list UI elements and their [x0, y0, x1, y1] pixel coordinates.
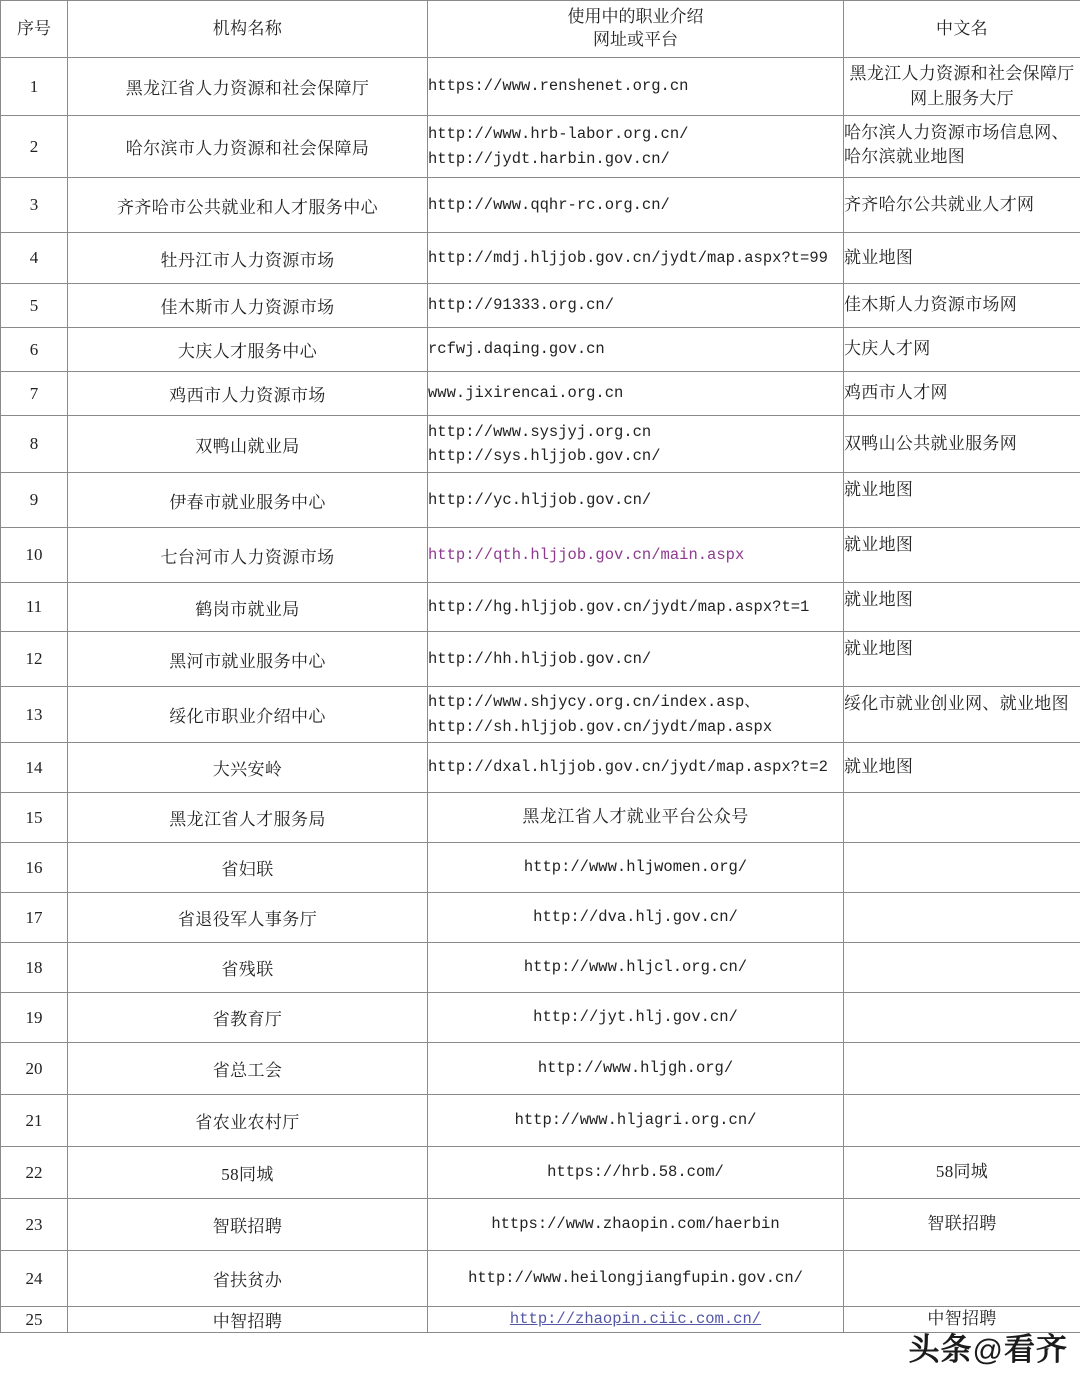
organization-name: 哈尔滨市人力资源和社会保障局 [68, 116, 428, 178]
website-or-platform [428, 632, 844, 687]
table-row [1, 1147, 1080, 1199]
website-url-text: https://www.zhaopin.com/haerbin [491, 1215, 780, 1234]
header-org-name: 机构名称 [68, 1, 428, 58]
website-or-platform [428, 1147, 844, 1199]
chinese-name: 佳木斯人力资源市场网 [844, 284, 1080, 328]
table-row [1, 632, 1080, 687]
table-row [1, 1043, 1080, 1095]
row-index: 11 [1, 583, 68, 632]
website-or-platform [428, 583, 844, 632]
website-url-text: http://www.hrb-labor.org.cn/ [428, 125, 689, 144]
row-index: 23 [1, 1199, 68, 1251]
website-or-platform [428, 473, 844, 528]
website-url-text: http://sys.hljjob.gov.cn/ [428, 447, 661, 465]
chinese-name: 就业地图 [844, 583, 1080, 632]
chinese-name: 就业地图 [844, 743, 1080, 793]
organization-name: 省扶贫办 [68, 1251, 428, 1307]
watermark-suffix: 看齐 [1004, 1332, 1068, 1367]
organization-name: 中智招聘 [68, 1307, 428, 1333]
table-row [1, 116, 1080, 178]
website-url-text: http://sh.hljjob.gov.cn/jydt/map.aspx [428, 717, 773, 736]
row-index: 1 [1, 58, 68, 116]
table-row [1, 687, 1080, 743]
row-index: 5 [1, 284, 68, 328]
website-or-platform [428, 943, 844, 993]
row-index: 2 [1, 116, 68, 178]
website-or-platform [428, 1095, 844, 1147]
organization-name: 鹤岗市就业局 [68, 583, 428, 632]
website-or-platform [428, 993, 844, 1043]
header-index: 序号 [1, 1, 68, 58]
row-index: 20 [1, 1043, 68, 1095]
organization-name: 黑龙江省人力资源和社会保障厅 [68, 58, 428, 116]
website-url-text: http://www.qqhr-rc.org.cn/ [428, 195, 670, 214]
organization-name: 省退役军人事务厅 [68, 893, 428, 943]
organization-name: 牡丹江市人力资源市场 [68, 233, 428, 284]
chinese-name: 哈尔滨人力资源市场信息网、哈尔滨就业地图 [844, 116, 1080, 178]
organization-name: 佳木斯市人力资源市场 [68, 284, 428, 328]
table-row [1, 178, 1080, 233]
website-or-platform [428, 1199, 844, 1251]
website-or-platform [428, 233, 844, 284]
organization-name: 省总工会 [68, 1043, 428, 1095]
organization-name: 黑龙江省人才服务局 [68, 793, 428, 843]
row-index: 19 [1, 993, 68, 1043]
organization-name: 鸡西市人力资源市场 [68, 372, 428, 416]
table-row [1, 416, 1080, 473]
row-index: 17 [1, 893, 68, 943]
chinese-name [844, 1043, 1080, 1095]
chinese-name [844, 993, 1080, 1043]
website-url-text: http://qth.hljjob.gov.cn/main.aspx [428, 545, 745, 564]
website-url-text: http://dxal.hljjob.gov.cn/jydt/map.aspx?t=2 [428, 758, 828, 777]
row-index: 3 [1, 178, 68, 233]
organization-name: 58同城 [68, 1147, 428, 1199]
website-url-text: 黑龙江省人才就业平台公众号 [522, 807, 749, 827]
website-or-platform [428, 528, 844, 583]
watermark-at: @ [972, 1334, 1004, 1367]
website-or-platform [428, 793, 844, 843]
website-or-platform [428, 178, 844, 233]
website-url-text: http://jydt.harbin.gov.cn/ [428, 149, 670, 168]
table-header-row [1, 1, 1080, 58]
table-row [1, 1307, 1080, 1333]
organization-name: 双鸭山就业局 [68, 416, 428, 473]
chinese-name: 58同城 [844, 1147, 1080, 1199]
table-row [1, 943, 1080, 993]
website-url-text: http://hh.hljjob.gov.cn/ [428, 649, 652, 668]
website-or-platform [428, 893, 844, 943]
website-or-platform [428, 687, 844, 743]
row-index: 12 [1, 632, 68, 687]
row-index: 4 [1, 233, 68, 284]
chinese-name: 绥化市就业创业网、就业地图 [844, 687, 1080, 743]
chinese-name: 中智招聘 [844, 1307, 1080, 1333]
website-or-platform [428, 843, 844, 893]
chinese-name [844, 943, 1080, 993]
row-index: 22 [1, 1147, 68, 1199]
organization-name: 省残联 [68, 943, 428, 993]
chinese-name: 智联招聘 [844, 1199, 1080, 1251]
website-url-text: http://yc.hljjob.gov.cn/ [428, 490, 652, 509]
chinese-name: 就业地图 [844, 473, 1080, 528]
website-url-text: http://www.hljgh.org/ [537, 1059, 734, 1078]
website-url-text: http://mdj.hljjob.gov.cn/jydt/map.aspx?t=99 [428, 248, 828, 267]
organization-name: 大庆人才服务中心 [68, 328, 428, 372]
table-row [1, 328, 1080, 372]
table-row [1, 993, 1080, 1043]
table-row [1, 793, 1080, 843]
row-index: 16 [1, 843, 68, 893]
chinese-name: 齐齐哈尔公共就业人才网 [844, 178, 1080, 233]
website-or-platform [428, 372, 844, 416]
table-row [1, 233, 1080, 284]
row-index: 7 [1, 372, 68, 416]
organization-name: 伊春市就业服务中心 [68, 473, 428, 528]
chinese-name: 双鸭山公共就业服务网 [844, 416, 1080, 473]
website-or-platform[interactable] [428, 1307, 844, 1333]
header-url-line2: 网址或平台 [593, 30, 678, 49]
website-url-text: http://www.shjycy.org.cn/index.asp、 [428, 693, 760, 712]
organization-name: 智联招聘 [68, 1199, 428, 1251]
watermark-prefix: 头条 [908, 1332, 973, 1367]
chinese-name [844, 893, 1080, 943]
chinese-name: 大庆人才网 [844, 328, 1080, 372]
chinese-name [844, 793, 1080, 843]
website-or-platform [428, 416, 844, 473]
website-link[interactable]: http://zhaopin.ciic.com.cn/ [509, 1310, 762, 1329]
row-index: 21 [1, 1095, 68, 1147]
organization-name: 省妇联 [68, 843, 428, 893]
chinese-name: 黑龙江人力资源和社会保障厅网上服务大厅 [844, 58, 1080, 116]
website-or-platform [428, 328, 844, 372]
chinese-name: 就业地图 [844, 528, 1080, 583]
table-row [1, 1251, 1080, 1307]
row-index: 8 [1, 416, 68, 473]
chinese-name [844, 843, 1080, 893]
table-row [1, 473, 1080, 528]
table-row [1, 743, 1080, 793]
row-index: 13 [1, 687, 68, 743]
organization-name: 省教育厅 [68, 993, 428, 1043]
table-row [1, 583, 1080, 632]
chinese-name [844, 1251, 1080, 1307]
website-url-text: http://www.hljagri.org.cn/ [514, 1111, 757, 1130]
table-row [1, 284, 1080, 328]
header-url-line1: 使用中的职业介绍 [567, 7, 704, 27]
website-or-platform [428, 58, 844, 116]
website-or-platform [428, 743, 844, 793]
website-or-platform [428, 1043, 844, 1095]
table-row [1, 58, 1080, 116]
organization-name: 大兴安岭 [68, 743, 428, 793]
row-index: 24 [1, 1251, 68, 1307]
organization-name: 黑河市就业服务中心 [68, 632, 428, 687]
organization-name: 七台河市人力资源市场 [68, 528, 428, 583]
website-or-platform [428, 284, 844, 328]
website-url-text: http://hg.hljjob.gov.cn/jydt/map.aspx?t=1 [428, 597, 810, 616]
row-index: 25 [1, 1307, 68, 1333]
table-row [1, 372, 1080, 416]
row-index: 14 [1, 743, 68, 793]
website-url-text: http://www.hljcl.org.cn/ [523, 958, 748, 977]
chinese-name: 鸡西市人才网 [844, 372, 1080, 416]
header-chinese-name: 中文名 [844, 1, 1080, 58]
row-index: 18 [1, 943, 68, 993]
website-or-platform [428, 1251, 844, 1307]
organization-name: 省农业农村厅 [68, 1095, 428, 1147]
website-url-text: http://www.sysjyj.org.cn [428, 422, 652, 441]
table-row [1, 843, 1080, 893]
website-url-text: http://www.heilongjiangfupin.gov.cn/ [468, 1269, 803, 1288]
website-url-text: www.jixirencai.org.cn [428, 384, 624, 403]
website-url-text: rcfwj.daqing.gov.cn [428, 340, 605, 359]
chinese-name: 就业地图 [844, 233, 1080, 284]
row-index: 15 [1, 793, 68, 843]
row-index: 9 [1, 473, 68, 528]
row-index: 10 [1, 528, 68, 583]
table-row [1, 528, 1080, 583]
website-url-text: http://91333.org.cn/ [428, 296, 615, 315]
table-row [1, 1095, 1080, 1147]
website-url-text: https://www.renshenet.org.cn [428, 77, 689, 96]
table-row [1, 1199, 1080, 1251]
organization-name: 绥化市职业介绍中心 [68, 687, 428, 743]
organization-name: 齐齐哈市公共就业和人才服务中心 [68, 178, 428, 233]
website-url-text: http://www.hljwomen.org/ [523, 858, 748, 877]
row-index: 6 [1, 328, 68, 372]
website-or-platform [428, 116, 844, 178]
header-url-platform [428, 1, 844, 58]
website-url-text: https://hrb.58.com/ [547, 1163, 724, 1182]
chinese-name [844, 1095, 1080, 1147]
chinese-name: 就业地图 [844, 632, 1080, 687]
website-url-text: http://jyt.hlj.gov.cn/ [533, 1008, 738, 1027]
table-row [1, 893, 1080, 943]
website-url-text: http://dva.hlj.gov.cn/ [533, 908, 738, 927]
